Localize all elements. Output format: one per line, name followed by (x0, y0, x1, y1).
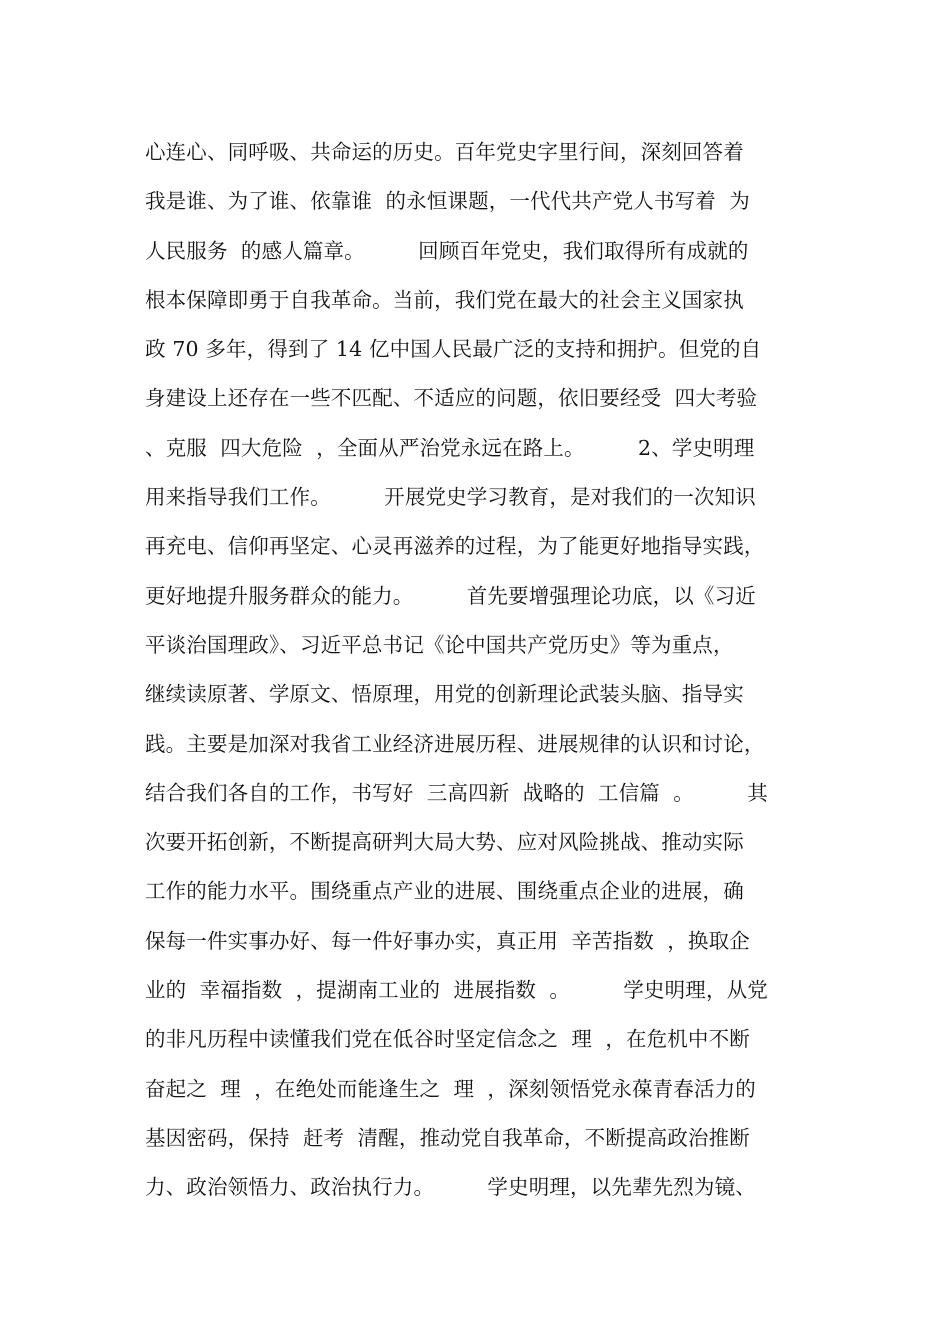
body-text (145, 128, 825, 1213)
text-line: 力、政治领悟力、政治执行力。 学史明理，以先辈先烈为镜、 (145, 1175, 756, 1200)
text-line: 工作的能力水平。围绕重点产业的进展、围绕重点企业的进展，确 (145, 879, 744, 904)
text-line: 保每一件实事办好、每一件好事办实，真正用 辛苦指数 ，换取企 (145, 928, 750, 953)
text-line: 心连心、同呼吸、共命运的历史。百年党史字里行间，深刻回答着 (145, 140, 744, 164)
text-line: 次要开拓创新，不断提高研判大局大势、应对风险挑战、推动实际 (145, 830, 744, 855)
text-line: 继续读原著、学原文、悟原理，用党的创新理论武装头脑、指导实 (145, 682, 744, 707)
text-line: 身建设上还存在一些不匹配、不适应的问题，依旧要经受 四大考验 (145, 386, 758, 411)
text-line: 政 70 多年，得到了 14 亿中国人民最广泛的支持和拥护。但党的自 (145, 337, 762, 362)
text-line: 平谈治国理政》、习近平总书记《论中国共产党历史》等为重点， (145, 632, 734, 657)
text-line: 、克服 四大危险 ，全面从严治党永远在路上。 2、学史明理 (145, 435, 755, 460)
text-line: 践。主要是加深对我省工业经济进展历程、进展规律的认识和讨论， (145, 731, 765, 756)
text-line: 的非凡历程中读懂我们党在低谷时坚定信念之 理 ，在危机中不断 (145, 1027, 750, 1052)
text-line: 人民服务 的感人篇章。 回顾百年党史，我们取得所有成就的 (145, 238, 749, 263)
text-line: 更好地提升服务群众的能力。 首先要增强理论功底，以《习近 (145, 583, 756, 608)
text-line: 基因密码，保持 赶考 清醒，推动党自我革命，不断提高政治推断 (145, 1125, 750, 1150)
text-line: 结合我们各自的工作，书写好 三高四新 战略的 工信篇 。 其 (145, 780, 768, 805)
text-line: 我是谁、为了谁、依靠谁 的永恒课题，一代代共产党人书写着 为 (145, 189, 750, 214)
text-line: 根本保障即勇于自我革命。当前，我们党在最大的社会主义国家执 (145, 287, 744, 312)
text-line: 奋起之 理 ，在绝处而能逢生之 理 ，深刻领悟党永葆青春活力的 (145, 1076, 756, 1101)
text-line: 业的 幸福指数 ，提湖南工业的 进展指数 。 学史明理，从党 (145, 978, 768, 1003)
text-line: 用来指导我们工作。 开展党史学习教育，是对我们的一次知识 (145, 485, 756, 510)
text-line: 再充电、信仰再坚定、心灵再滋养的过程，为了能更好地指导实践， (145, 534, 765, 559)
